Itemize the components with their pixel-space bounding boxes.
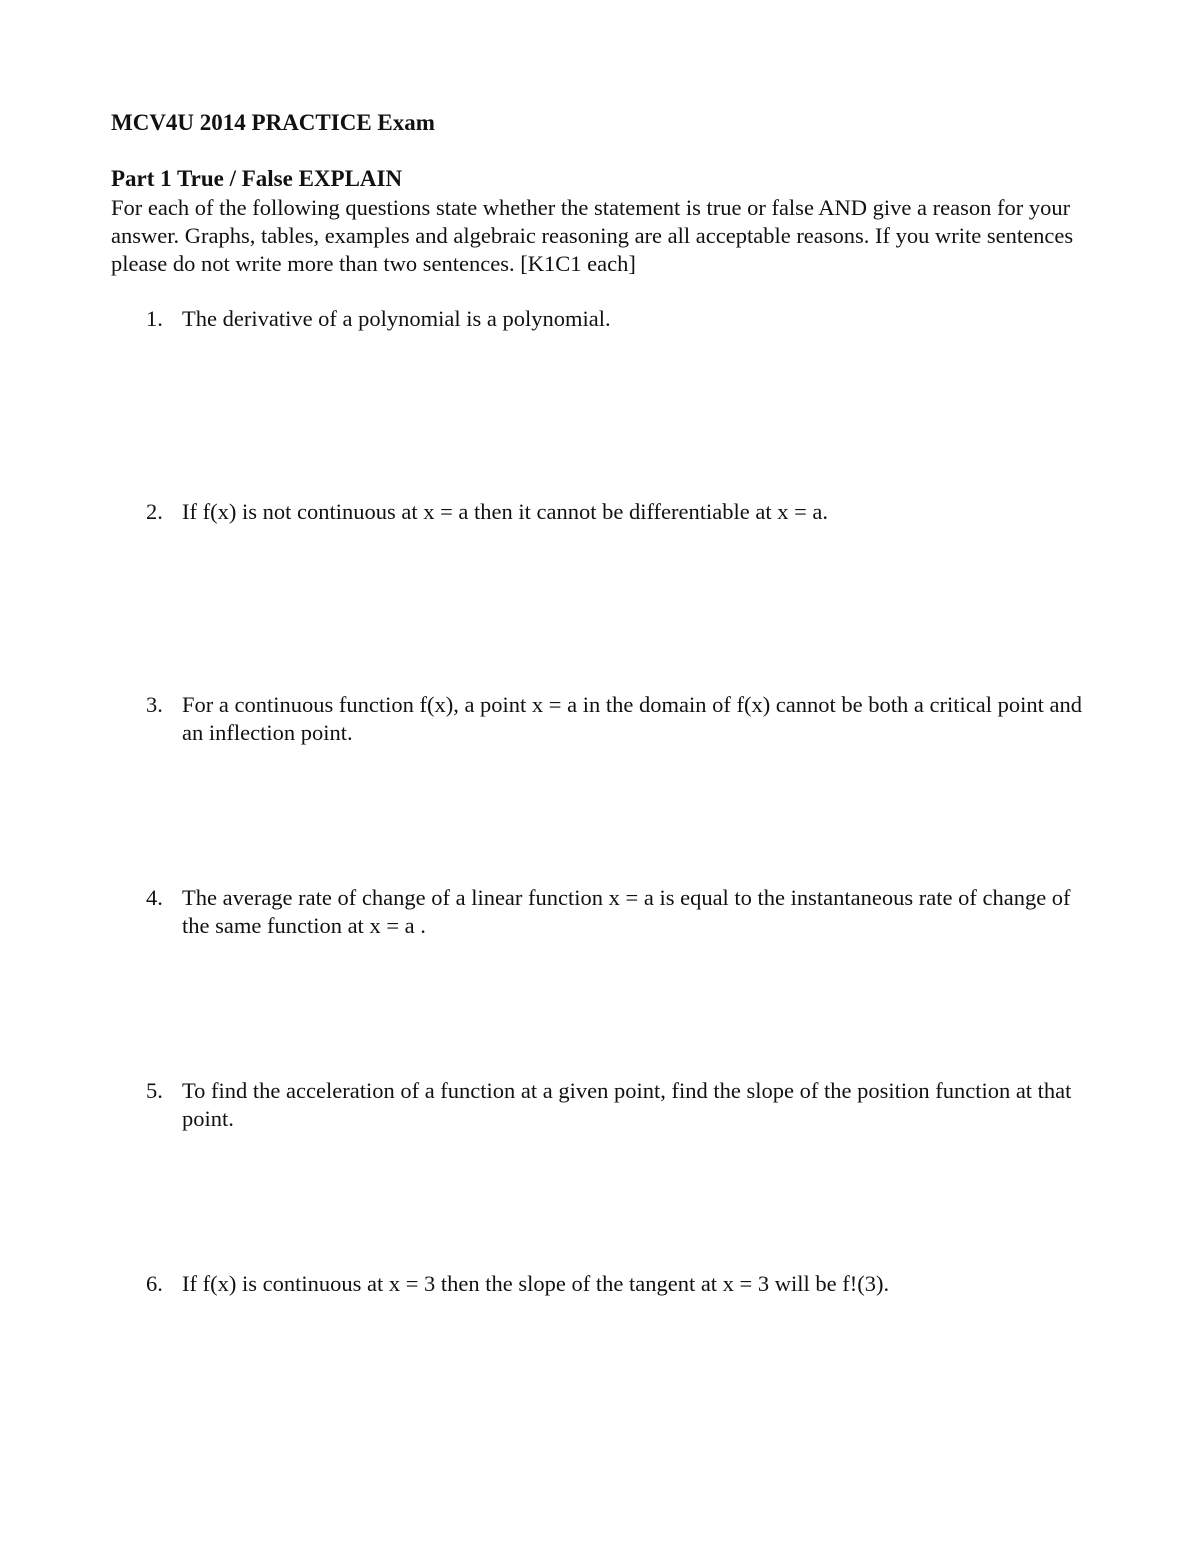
question-number: 4. [146, 885, 163, 910]
question-text: The average rate of change of a linear function x = a is equal to the instantaneous rate of change of the same function at x = a . [182, 885, 1071, 938]
question-text: If f(x) is continuous at x = 3 then the slope of the tangent at x = 3 will be f!(3). [182, 1271, 890, 1296]
question-number: 3. [146, 692, 163, 717]
question-item [111, 498, 1101, 526]
question-item [111, 305, 1101, 333]
question-text: If f(x) is not continuous at x = a then it cannot be differentiable at x = a. [182, 499, 829, 524]
question-item [111, 1270, 1101, 1298]
question-number: 1. [146, 306, 163, 331]
question-item [111, 691, 1101, 747]
question-number: 2. [146, 499, 163, 524]
question-number: 5. [146, 1078, 163, 1103]
question-text: The derivative of a polynomial is a polynomial. [182, 306, 611, 331]
instructions-paragraph: For each of the following questions state whether the statement is true or false AND give a reason for your answer. Graphs, tables, examples and algebraic reasoning are all acceptable reasons. If you write sentences please do not write more than two sentences. [K1C1 each] [111, 195, 1074, 276]
exam-title: MCV4U 2014 PRACTICE Exam [111, 110, 435, 135]
question-item [111, 1077, 1101, 1133]
question-text: To find the acceleration of a function at a given point, find the slope of the position function at that point. [182, 1078, 1072, 1131]
question-number: 6. [146, 1271, 163, 1296]
question-text: For a continuous function f(x), a point x = a in the domain of f(x) cannot be both a critical point and an inflection point. [182, 692, 1082, 745]
part-heading: Part 1 True / False EXPLAIN [111, 166, 403, 191]
question-item [111, 884, 1101, 940]
